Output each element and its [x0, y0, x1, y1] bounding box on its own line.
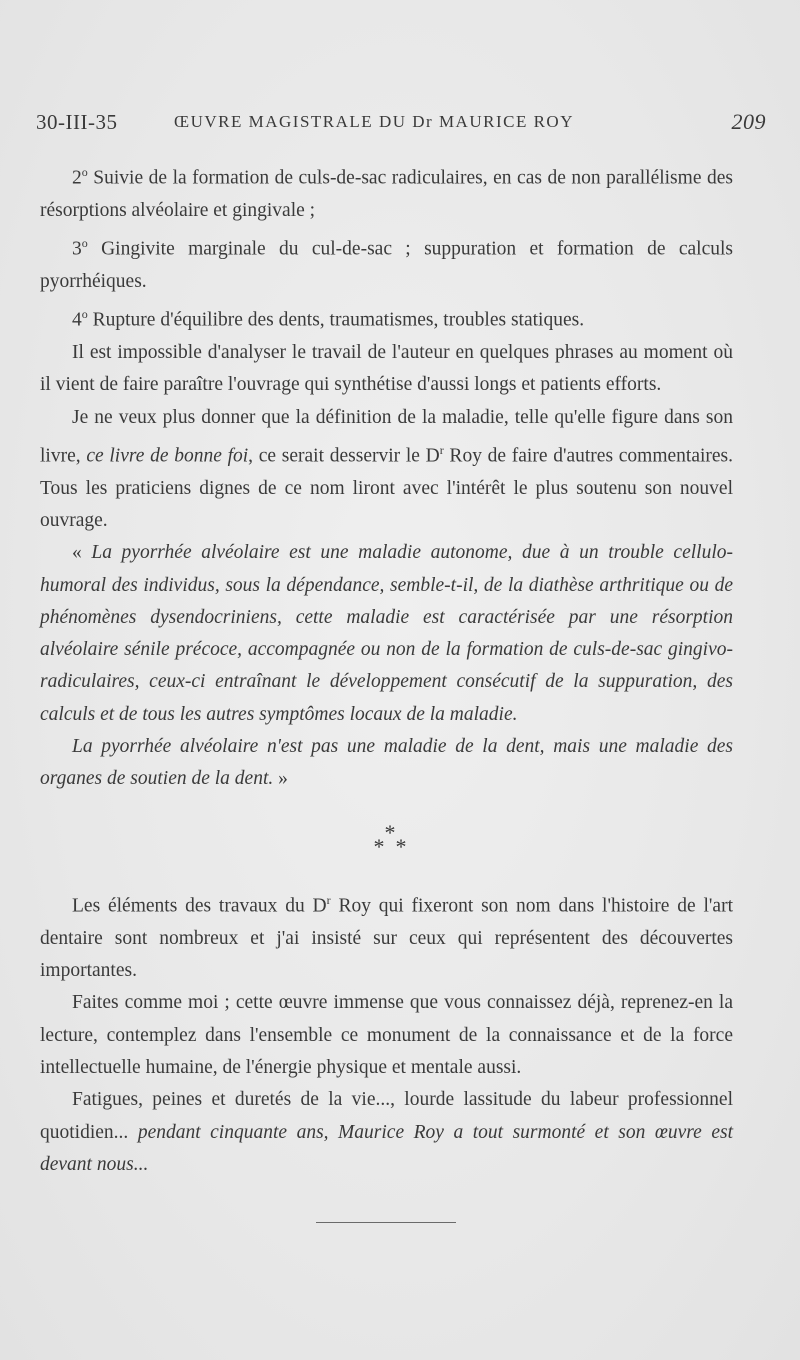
main-text [40, 156, 733, 796]
header-title: ŒUVRE MAGISTRALE DU Dr MAURICE ROY [174, 112, 574, 131]
paragraph-fatigues: Fatigues, peines et duretés de la vie..., lourde lassitude du labeur professionnel quotidien... pendant cinquante ans, Maurice Roy a tout surmonté et son œuvre est devant nous... [40, 1089, 733, 1175]
page-number: 209 [731, 109, 766, 134]
asterism-separator: * * * [373, 820, 407, 859]
paragraph-elements: Les éléments des travaux du $D^r$ Roy qui fixeront son nom dans l'histoire de l'art dentaire sont nombreux et j'ai insisté sur ceux qui représentent des découvertes importantes. [40, 893, 733, 982]
lower-text [40, 884, 733, 1181]
paragraph-definition: Je ne veux plus donner que la définition de la maladie, telle qu'elle figure dans son livre, ce livre de bonne foi, ce serait desservir le $D^r$ Roy de faire d'autres commentaires. Tous les praticiens dignes de ce nom liront avec l'intérêt le plus soutenu son nouvel ouvrage. [40, 406, 734, 531]
quote-paragraph-2: La pyorrhée alvéolaire n'est pas une maladie de la dent, mais une maladie des organes de soutien de la dent. » [40, 736, 733, 790]
list-item-2: 2$^o$ Suivie de la formation de culs-de-sac radiculaires, en cas de non parallélisme des résorptions alvéolaire et gingivale ; [40, 165, 733, 221]
end-rule [316, 1222, 456, 1223]
running-header [36, 104, 766, 144]
list-item-3: 3$^o$ Gingivite marginale du cul-de-sac ; suppuration et formation de calculs pyorrhéiques. [40, 236, 733, 292]
paragraph-faites: Faites comme moi ; cette œuvre immense que vous connaissez déjà, reprenez-en la lecture, contemplez dans l'ensemble ce monument de la connaissance et de la force intellectuelle humaine, de l'énergie physique et mentale aussi. [40, 992, 733, 1078]
list-item-4: 4$^o$ Rupture d'équilibre des dents, traumatismes, troubles statiques. [72, 307, 585, 331]
quote-paragraph-1: « La pyorrhée alvéolaire est une maladie autonome, due à un trouble cellulo-humoral des individus, sous la dépendance, semble-t-il, de la diathèse arthritique ou de phénomènes dysendocriniens, cette maladie est caractérisée par une résorption alvéolaire sénile précoce, accompagnée ou non de la formation de culs-de-sac gingivo-radiculaires, ceux-ci entraînant le développement consécutif de la suppuration, des calculs et de tous les autres symptômes locaux de la maladie. [40, 542, 733, 725]
header-date: 30-III-35 [36, 110, 118, 134]
paragraph-impossible: Il est impossible d'analyser le travail de l'auteur en quelques phrases au moment où il vient de faire paraître l'ouvrage qui synthétise d'aussi longs et patients efforts. [40, 341, 733, 396]
